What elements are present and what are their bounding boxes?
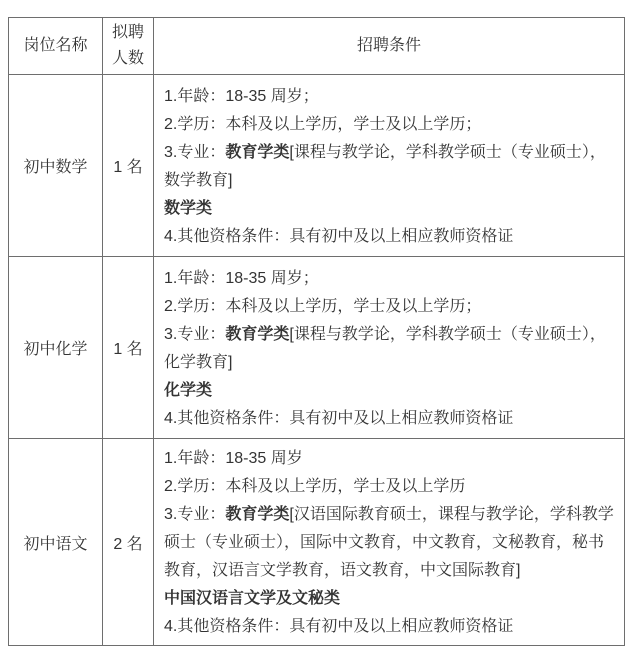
position-cell: 初中数学: [9, 75, 103, 257]
condition-text: [课程与教学论，学科教学硕士（专业硕士），化学教育]: [164, 325, 606, 371]
condition-line: [164, 83, 616, 111]
condition-line: [164, 265, 616, 293]
condition-text: 2.学历：本科及以上学历，学士及以上学历；: [164, 115, 482, 133]
condition-line: [164, 223, 616, 251]
condition-line: [164, 111, 616, 139]
condition-line: [164, 445, 616, 473]
condition-text: 4.其他资格条件：具有初中及以上相应教师资格证: [164, 618, 514, 635]
condition-line: [164, 501, 616, 585]
condition-text: 3.专业：: [164, 143, 226, 161]
headcount-cell: 2 名: [103, 439, 154, 646]
headcount-cell: 1 名: [103, 75, 154, 257]
table-row: [9, 439, 625, 646]
condition-text: 1.年龄：18-35 周岁: [164, 450, 303, 467]
condition-line: [164, 293, 616, 321]
condition-bold-text: 中国汉语言文学及文秘类: [164, 590, 341, 607]
condition-bold-text: 化学类: [164, 381, 213, 399]
condition-text: 2.学历：本科及以上学历，学士及以上学历: [164, 478, 466, 495]
header-position: 岗位名称: [9, 18, 103, 75]
condition-text: 2.学历：本科及以上学历，学士及以上学历；: [164, 297, 482, 315]
header-conditions: 招聘条件: [154, 18, 625, 75]
condition-line: [164, 321, 616, 377]
condition-line: [164, 473, 616, 501]
condition-line: [164, 139, 616, 195]
header-row: [9, 18, 625, 75]
condition-text: 4.其他资格条件：具有初中及以上相应教师资格证: [164, 409, 514, 427]
conditions-cell: [154, 439, 625, 646]
condition-bold-text: 教育学类: [225, 143, 290, 161]
condition-line: [164, 585, 616, 613]
conditions-cell: [154, 75, 625, 257]
condition-line: [164, 405, 616, 433]
position-cell: 初中化学: [9, 257, 103, 439]
condition-text: 3.专业：: [164, 506, 226, 523]
table-row: [9, 257, 625, 439]
condition-text: 4.其他资格条件：具有初中及以上相应教师资格证: [164, 227, 514, 245]
headcount-cell: 1 名: [103, 257, 154, 439]
condition-line: [164, 613, 616, 641]
recruitment-table: [8, 17, 625, 646]
condition-line: [164, 377, 616, 405]
condition-bold-text: 教育学类: [225, 506, 290, 523]
header-count: 拟聘人数: [103, 18, 154, 75]
condition-text: 1.年龄：18-35 周岁；: [164, 269, 319, 287]
condition-text: 1.年龄：18-35 周岁；: [164, 87, 319, 105]
condition-text: [课程与教学论，学科教学硕士（专业硕士），数学教育]: [164, 143, 606, 189]
condition-bold-text: 教育学类: [225, 325, 290, 343]
condition-text: 3.专业：: [164, 325, 226, 343]
conditions-cell: [154, 257, 625, 439]
condition-text: [汉语国际教育硕士，课程与教学论，学科教学硕士（专业硕士），国际中文教育，中文教育，文秘教育，秘书教育，汉语言文学教育，语文教育，中文国际教育]: [164, 506, 614, 579]
condition-bold-text: 数学类: [164, 199, 213, 217]
condition-line: [164, 195, 616, 223]
table-row: [9, 75, 625, 257]
position-cell: 初中语文: [9, 439, 103, 646]
